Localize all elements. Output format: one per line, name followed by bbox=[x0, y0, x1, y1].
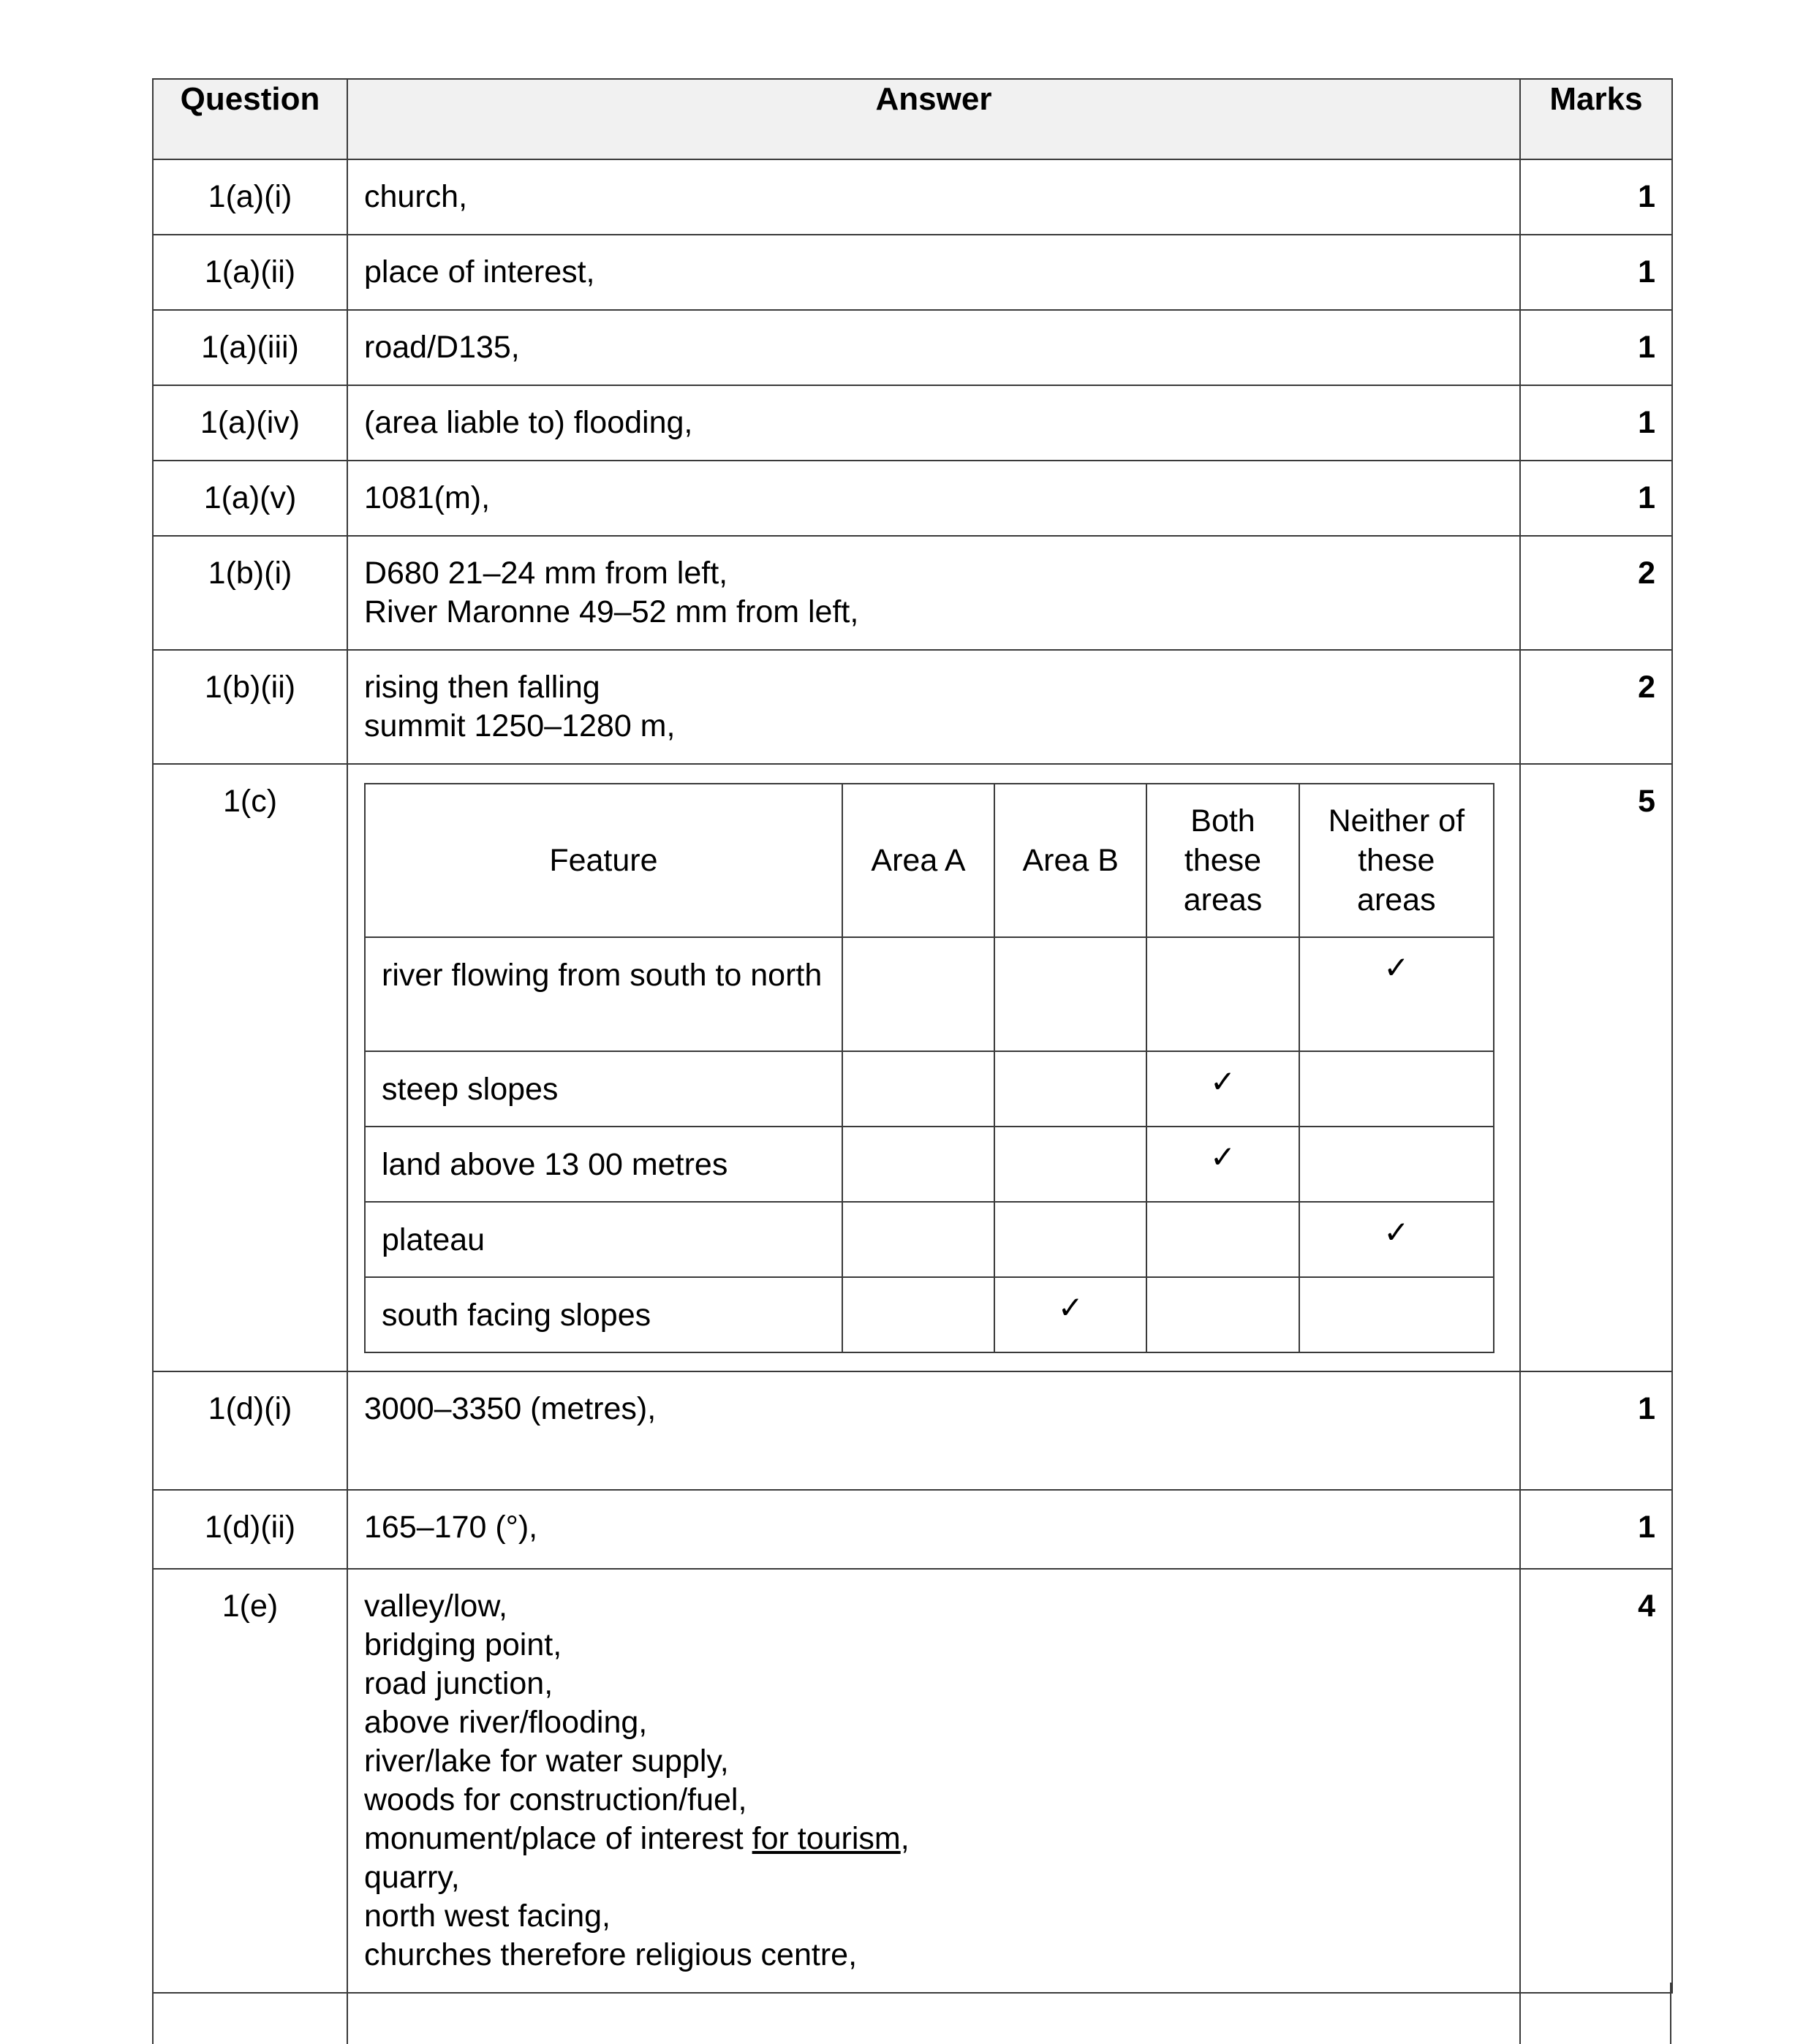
question-number: 1(b)(i) bbox=[153, 536, 347, 650]
question-number: 1(c) bbox=[153, 764, 347, 1371]
table-continuation-mid-left bbox=[347, 1983, 348, 2044]
empty-cell bbox=[1146, 1202, 1299, 1277]
answer-line-text: quarry, bbox=[364, 1860, 460, 1895]
feature-header: Feature bbox=[365, 784, 842, 937]
feature-name: south facing slopes bbox=[365, 1277, 842, 1352]
marks-value: 1 bbox=[1520, 461, 1672, 536]
answer-line bbox=[364, 1897, 1505, 1936]
question-number: 1(e) bbox=[153, 1569, 347, 1993]
empty-cell bbox=[1299, 1127, 1494, 1202]
answer-line-text: churches therefore religious centre, bbox=[364, 1937, 858, 1972]
underlined-text: for tourism bbox=[752, 1821, 901, 1856]
feature-name: land above 13 00 metres bbox=[365, 1127, 842, 1202]
answer-line bbox=[364, 1936, 1505, 1975]
answer-row bbox=[153, 159, 1672, 235]
answer-cell bbox=[347, 235, 1520, 310]
answer-line: summit 1250–1280 m, bbox=[364, 708, 676, 743]
question-number: 1(a)(i) bbox=[153, 159, 347, 235]
answer-row bbox=[153, 385, 1672, 461]
feature-row bbox=[365, 937, 1494, 1051]
question-number: 1(d)(ii) bbox=[153, 1490, 347, 1569]
empty-cell bbox=[842, 1127, 994, 1202]
answer-line-text: valley/low, bbox=[364, 1589, 507, 1624]
empty-cell bbox=[842, 937, 994, 1051]
answer-row-1e bbox=[153, 1569, 1672, 1993]
answer-line: (area liable to) flooding, bbox=[364, 405, 693, 440]
tick-mark-icon: ✓ bbox=[1146, 1127, 1299, 1202]
feature-row bbox=[365, 1127, 1494, 1202]
answer-line-text: north west facing, bbox=[364, 1899, 611, 1934]
marks-value: 1 bbox=[1520, 1490, 1672, 1569]
feature-name: river flowing from south to north bbox=[365, 937, 842, 1051]
answer-cell bbox=[347, 310, 1520, 385]
empty-cell bbox=[842, 1202, 994, 1277]
tick-mark-icon: ✓ bbox=[1299, 937, 1494, 1051]
answer-line-text: woods for construction/fuel, bbox=[364, 1782, 747, 1817]
answer-line: place of interest, bbox=[364, 254, 595, 289]
table-continuation-right bbox=[1670, 1983, 1671, 2044]
answer-cell bbox=[347, 764, 1520, 1371]
answer-line-tail: , bbox=[900, 1821, 910, 1856]
question-number: 1(d)(i) bbox=[153, 1371, 347, 1490]
marks-value: 5 bbox=[1520, 764, 1672, 1371]
answer-line bbox=[364, 1665, 1505, 1703]
feature-header-row bbox=[365, 784, 1494, 937]
table-continuation-mid-right bbox=[1519, 1983, 1521, 2044]
answer-line bbox=[364, 1820, 1505, 1858]
answer-line: D680 21–24 mm from left, bbox=[364, 556, 728, 591]
answer-line: 1081(m), bbox=[364, 480, 491, 515]
feature-header: Both these areas bbox=[1146, 784, 1299, 937]
answer-row-1c bbox=[153, 764, 1672, 1371]
answer-row bbox=[153, 650, 1672, 764]
marks-value: 2 bbox=[1520, 650, 1672, 764]
empty-cell bbox=[1299, 1051, 1494, 1127]
answer-line: rising then falling bbox=[364, 670, 600, 705]
answer-cell bbox=[347, 1371, 1520, 1490]
empty-cell bbox=[994, 1127, 1146, 1202]
empty-cell bbox=[994, 937, 1146, 1051]
answer-line: church, bbox=[364, 179, 468, 214]
answer-line bbox=[364, 1781, 1505, 1820]
marks-value: 1 bbox=[1520, 235, 1672, 310]
header-row bbox=[153, 79, 1672, 159]
answer-line-text: above river/flooding, bbox=[364, 1705, 648, 1740]
empty-cell bbox=[842, 1051, 994, 1127]
answer-line bbox=[364, 1742, 1505, 1781]
answer-row bbox=[153, 310, 1672, 385]
feature-name: steep slopes bbox=[365, 1051, 842, 1127]
question-number: 1(a)(iv) bbox=[153, 385, 347, 461]
answer-line-text: road junction, bbox=[364, 1666, 553, 1701]
feature-header: Area A bbox=[842, 784, 994, 937]
empty-cell bbox=[1146, 937, 1299, 1051]
empty-cell bbox=[842, 1277, 994, 1352]
answer-row bbox=[153, 235, 1672, 310]
question-number: 1(b)(ii) bbox=[153, 650, 347, 764]
answer-cell bbox=[347, 1490, 1520, 1569]
feature-row bbox=[365, 1277, 1494, 1352]
answer-cell bbox=[347, 159, 1520, 235]
header-question: Question bbox=[153, 79, 347, 159]
empty-cell bbox=[1299, 1277, 1494, 1352]
question-number: 1(a)(ii) bbox=[153, 235, 347, 310]
feature-row bbox=[365, 1202, 1494, 1277]
question-number: 1(a)(v) bbox=[153, 461, 347, 536]
answer-line bbox=[364, 1703, 1505, 1742]
feature-header: Neither of these areas bbox=[1299, 784, 1494, 937]
marks-value: 1 bbox=[1520, 159, 1672, 235]
answer-row bbox=[153, 1371, 1672, 1490]
tick-mark-icon: ✓ bbox=[994, 1277, 1146, 1352]
answer-cell bbox=[347, 650, 1520, 764]
answer-line-text: bridging point, bbox=[364, 1627, 562, 1662]
tick-mark-icon: ✓ bbox=[1299, 1202, 1494, 1277]
answer-row bbox=[153, 461, 1672, 536]
answer-line: River Maronne 49–52 mm from left, bbox=[364, 594, 859, 629]
header-answer: Answer bbox=[347, 79, 1520, 159]
marks-value: 1 bbox=[1520, 310, 1672, 385]
answer-cell bbox=[347, 385, 1520, 461]
tick-mark-icon: ✓ bbox=[1146, 1051, 1299, 1127]
empty-cell bbox=[994, 1202, 1146, 1277]
answer-line bbox=[364, 1858, 1505, 1897]
question-number: 1(a)(iii) bbox=[153, 310, 347, 385]
answer-line bbox=[364, 1587, 1505, 1626]
empty-cell bbox=[1146, 1277, 1299, 1352]
answer-line-text: monument/place of interest bbox=[364, 1821, 752, 1856]
mark-scheme-table bbox=[152, 78, 1673, 1994]
answer-line: road/D135, bbox=[364, 330, 520, 365]
marks-value: 1 bbox=[1520, 1371, 1672, 1490]
marks-value: 4 bbox=[1520, 1569, 1672, 1993]
feature-name: plateau bbox=[365, 1202, 842, 1277]
answer-line: 3000–3350 (metres), bbox=[364, 1391, 657, 1426]
marks-value: 1 bbox=[1520, 385, 1672, 461]
table-continuation-left bbox=[152, 1983, 154, 2044]
answer-line: 165–170 (°), bbox=[364, 1510, 538, 1545]
feature-header: Area B bbox=[994, 784, 1146, 937]
answer-cell bbox=[347, 1569, 1520, 1993]
header-marks: Marks bbox=[1520, 79, 1672, 159]
feature-table bbox=[364, 783, 1494, 1353]
answer-row bbox=[153, 536, 1672, 650]
marks-value: 2 bbox=[1520, 536, 1672, 650]
feature-row bbox=[365, 1051, 1494, 1127]
answer-line bbox=[364, 1626, 1505, 1665]
answer-row bbox=[153, 1490, 1672, 1569]
answer-cell bbox=[347, 461, 1520, 536]
answer-cell bbox=[347, 536, 1520, 650]
empty-cell bbox=[994, 1051, 1146, 1127]
answer-line-text: river/lake for water supply, bbox=[364, 1744, 729, 1779]
